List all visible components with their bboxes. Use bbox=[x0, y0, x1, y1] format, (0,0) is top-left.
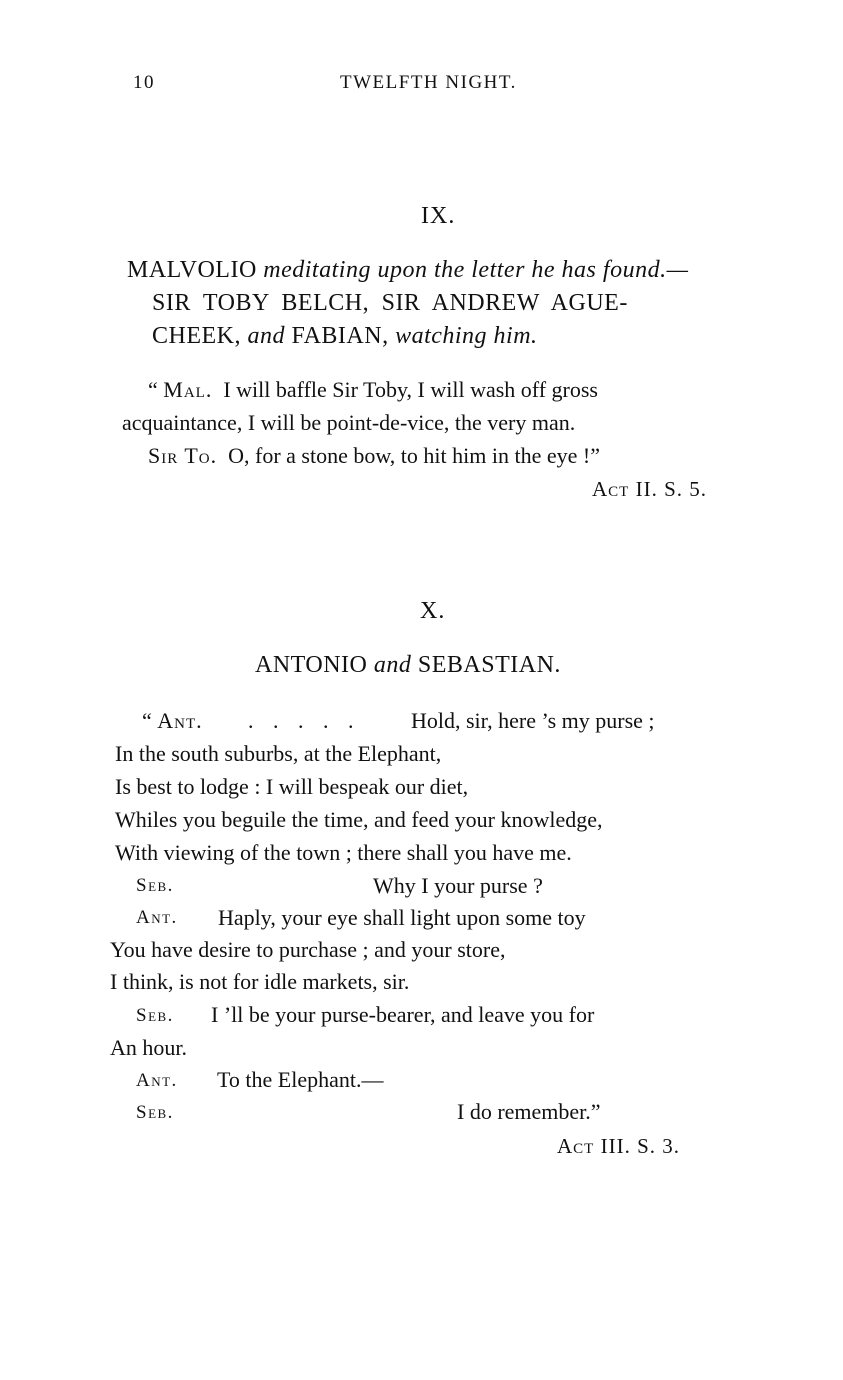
heading-character-name: MALVOLIO bbox=[127, 257, 257, 283]
verse-line: I think, is not for idle markets, sir. bbox=[110, 969, 410, 994]
speaker-label: Seb. bbox=[136, 1005, 174, 1026]
speaker-label: Mal. bbox=[163, 377, 213, 402]
act-scene-citation: Act III. S. 3. bbox=[557, 1134, 680, 1158]
open-quote: “ bbox=[142, 708, 152, 733]
verse-line: An hour. bbox=[110, 1035, 187, 1060]
ellipsis-dots: . . . . . bbox=[248, 708, 361, 733]
verse-line: Haply, your eye shall light upon some toy bbox=[218, 905, 586, 930]
heading-character-name: ANTONIO bbox=[255, 652, 368, 678]
dialogue-text: I will baffle Sir Toby, I will wash off gross bbox=[223, 377, 598, 402]
verse-line: Whiles you beguile the time, and feed your knowledge, bbox=[115, 807, 603, 832]
heading-stage-direction: watching him. bbox=[395, 323, 538, 349]
verse-line: Is best to lodge : I will bespeak our diet, bbox=[115, 774, 469, 799]
heading-stage-direction: meditating upon the letter he has found.— bbox=[263, 257, 689, 283]
speaker-label: Ant. bbox=[157, 708, 203, 733]
section-ix-number: IX. bbox=[421, 203, 456, 229]
heading-character-name: SEBASTIAN. bbox=[417, 652, 561, 678]
verse-line: In the south suburbs, at the Elephant, bbox=[115, 741, 442, 766]
act-scene-citation: Act II. S. 5. bbox=[592, 477, 707, 501]
verse-line bbox=[142, 708, 203, 734]
section-ix-heading-line1 bbox=[127, 257, 688, 284]
heading-character-name: FABIAN, bbox=[291, 323, 389, 349]
dialogue-text: O, for a stone bow, to hit him in the eye !” bbox=[228, 443, 600, 468]
speaker-label: Ant. bbox=[136, 907, 178, 928]
verse-line: I ’ll be your purse-bearer, and leave you for bbox=[211, 1002, 595, 1027]
section-x-number: X. bbox=[420, 598, 446, 624]
verse-line: You have desire to purchase ; and your store, bbox=[110, 937, 506, 962]
running-title: TWELFTH NIGHT. bbox=[340, 72, 517, 93]
section-x-heading bbox=[255, 652, 561, 679]
section-ix-heading-line3 bbox=[152, 323, 538, 350]
verse-line: Why I your purse ? bbox=[373, 873, 543, 898]
verse-line: I do remember.” bbox=[457, 1099, 601, 1124]
speaker-label: Sir To. bbox=[148, 443, 218, 468]
heading-conjunction: and bbox=[247, 323, 285, 349]
verse-line: Hold, sir, here ’s my purse ; bbox=[411, 708, 655, 733]
open-quote: “ bbox=[148, 377, 158, 402]
heading-character-name: CHEEK, bbox=[152, 323, 241, 349]
page-number: 10 bbox=[133, 72, 155, 93]
quote-line bbox=[148, 443, 600, 469]
section-ix-heading-line2: SIR TOBY BELCH, SIR ANDREW AGUE- bbox=[152, 290, 628, 316]
quote-line: acquaintance, I will be point-de-vice, the very man. bbox=[122, 410, 576, 435]
speaker-label: Ant. bbox=[136, 1070, 178, 1091]
speaker-label: Seb. bbox=[136, 1102, 174, 1123]
heading-conjunction: and bbox=[373, 652, 412, 678]
verse-line: With viewing of the town ; there shall you have me. bbox=[115, 840, 572, 865]
speaker-label: Seb. bbox=[136, 875, 174, 896]
verse-line: To the Elephant.— bbox=[217, 1067, 384, 1092]
quote-line bbox=[148, 377, 598, 403]
